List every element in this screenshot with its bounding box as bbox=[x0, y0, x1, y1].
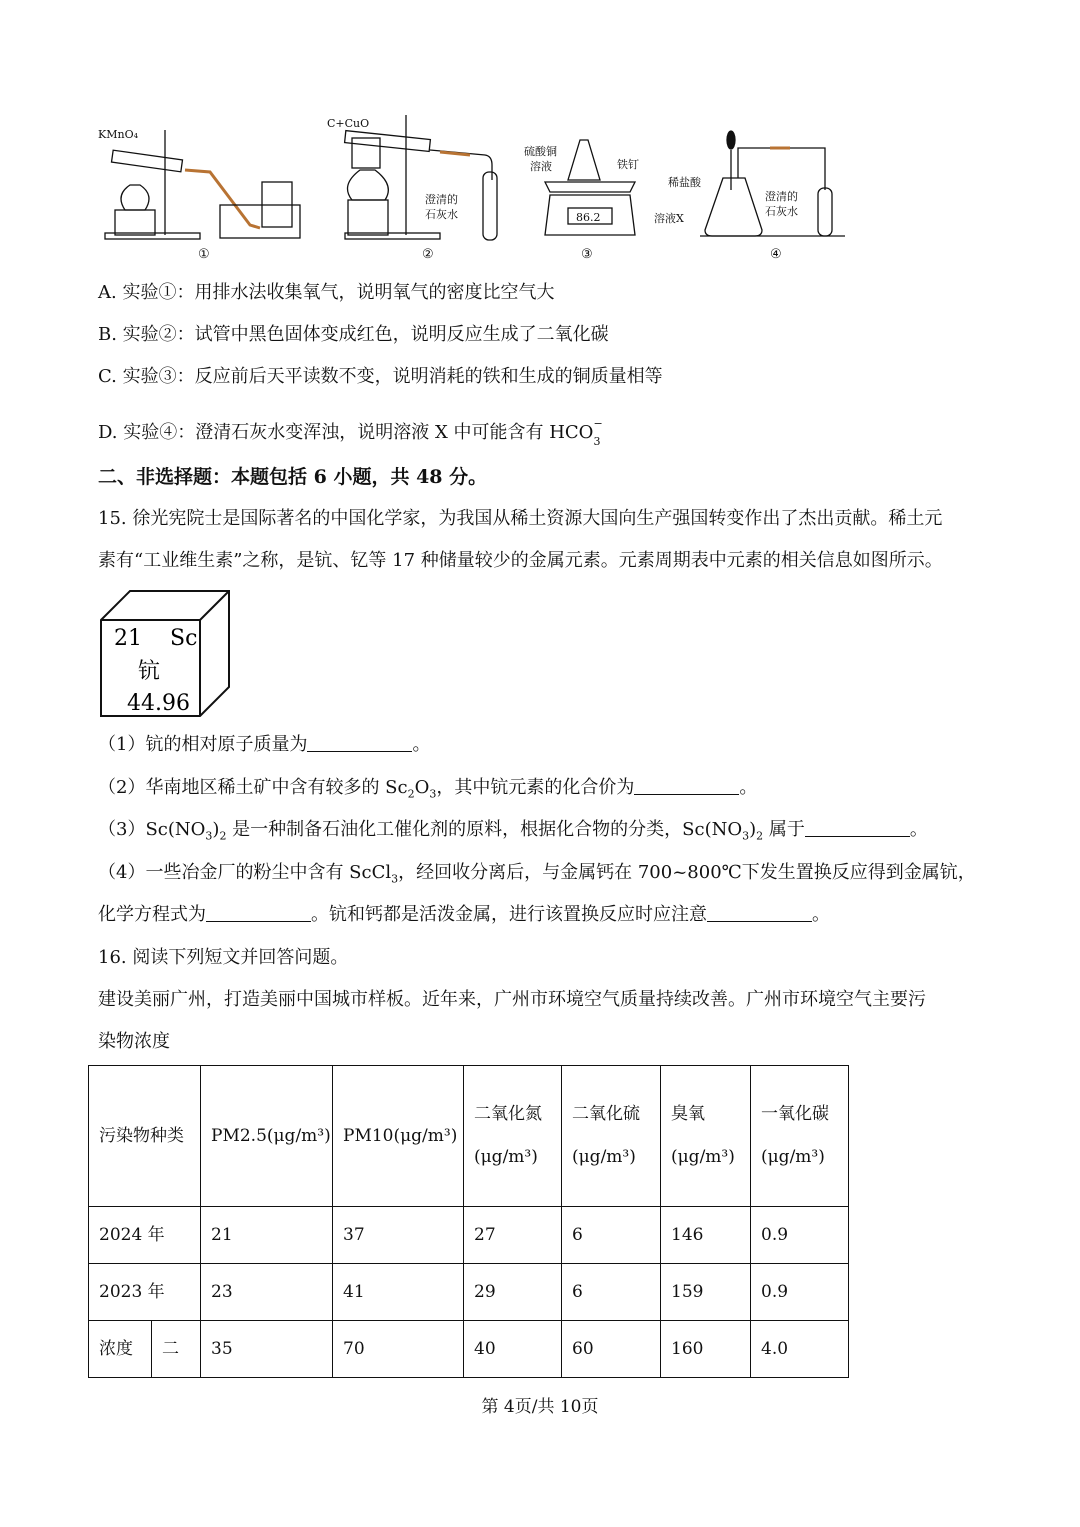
experiment-4-diagram bbox=[654, 131, 845, 262]
label-solution-x: 溶液X bbox=[654, 212, 684, 225]
experiment-2-diagram bbox=[327, 115, 497, 262]
caption-3: ③ bbox=[581, 247, 593, 262]
label-cuso4-1: 硫酸铜 bbox=[524, 145, 557, 158]
table-row bbox=[89, 1321, 849, 1378]
table-cell: 23 bbox=[201, 1264, 333, 1321]
table-cell: 70 bbox=[333, 1321, 464, 1378]
option-c: C. 实验③：反应前后天平读数不变，说明消耗的铁和生成的铜质量相等 bbox=[98, 366, 663, 387]
table-cell: 6 bbox=[562, 1264, 661, 1321]
table-cell: 浓度 bbox=[89, 1321, 152, 1378]
label-limewater-1a: 澄清的 bbox=[425, 193, 458, 206]
q15-part3: $(3)Sc(NO_3)_2$ 是一种制备石油化工催化剂的原料，根据化合物的分类，$Sc(NO_3)_2$ 属于 。 bbox=[98, 819, 928, 843]
q15-part2: （2）华南地区稀土矿中含有较多的 $Sc_2O_3$，其中钪元素的化合价为 。 bbox=[98, 777, 758, 801]
label-kmno4: KMnO₄ bbox=[98, 128, 138, 141]
label-limewater-2b: 石灰水 bbox=[765, 205, 798, 218]
header-cell: PM10(μg/m³) bbox=[333, 1066, 464, 1207]
q15-line2: 素有“工业维生素”之称，是钪、钇等 17 种储量较少的金属元素。元素周期表中元素的相关信息如图所示。 bbox=[98, 550, 943, 571]
answer-blank[interactable] bbox=[707, 903, 812, 922]
balance-reading: 86.2 bbox=[576, 211, 601, 224]
header-cell: PM2.5(μg/m³) bbox=[201, 1066, 333, 1207]
section-heading: 二、非选择题：本题包括 6 小题，共 48 分。 bbox=[98, 466, 488, 488]
element-symbol: Sc bbox=[170, 626, 198, 651]
pollutant-table bbox=[88, 1065, 849, 1378]
experiment-1-diagram bbox=[98, 128, 300, 262]
header-cell: 二氧化氮(μg/m³) bbox=[464, 1066, 562, 1207]
label-limewater-2a: 石灰水 bbox=[425, 208, 458, 221]
table-row bbox=[89, 1207, 849, 1264]
label-cuso4-2: 溶液 bbox=[530, 160, 552, 173]
q16-line2: 建设美丽广州，打造美丽中国城市样板。近年来，广州市环境空气质量持续改善。广州市环境空气主要污 bbox=[98, 989, 926, 1010]
option-d: D. 实验④：澄清石灰水变浑浊，说明溶液 X 中可能含有 $HCO_3^-$ bbox=[98, 417, 603, 448]
caption-2: ② bbox=[422, 247, 434, 262]
label-hcl: 稀盐酸 bbox=[668, 176, 701, 189]
table-cell: 2023 年 bbox=[89, 1264, 201, 1321]
experiment-figure bbox=[90, 100, 850, 270]
header-cell: 一氧化碳(μg/m³) bbox=[751, 1066, 849, 1207]
table-cell: 21 bbox=[201, 1207, 333, 1264]
table-cell: 29 bbox=[464, 1264, 562, 1321]
answer-blank[interactable] bbox=[307, 733, 412, 752]
header-cell: 污染物种类 bbox=[89, 1066, 201, 1207]
option-a: A. 实验①：用排水法收集氧气，说明氧气的密度比空气大 bbox=[98, 282, 555, 303]
label-c-cuo: C+CuO bbox=[327, 117, 370, 130]
q15-part4-cont: 化学方程式为 。钪和钙都是活泼金属，进行该置换反应时应注意 。 bbox=[98, 904, 830, 925]
option-b: B. 实验②：试管中黑色固体变成红色，说明反应生成了二氧化碳 bbox=[98, 324, 609, 345]
q16-line3: 染物浓度 bbox=[98, 1031, 170, 1052]
answer-blank[interactable] bbox=[805, 818, 910, 837]
q15-line1: 15. 徐光宪院士是国际著名的中国化学家，为我国从稀土资源大国向生产强国转变作出了杰出贡献。稀土元 bbox=[98, 508, 943, 529]
element-card-scandium bbox=[100, 590, 232, 718]
option-d-text: D. 实验④：澄清石灰水变浑浊，说明溶液 X 中可能含有 HCO bbox=[98, 422, 594, 443]
answer-blank[interactable] bbox=[634, 776, 739, 795]
element-name: 钪 bbox=[138, 659, 161, 684]
table-cell: 60 bbox=[562, 1321, 661, 1378]
table-cell: 6 bbox=[562, 1207, 661, 1264]
caption-4: ④ bbox=[770, 247, 782, 262]
label-limewater-1b: 澄清的 bbox=[765, 190, 798, 203]
page-footer: 第 4页/共 10页 bbox=[481, 1397, 599, 1417]
header-cell: 二氧化硫(μg/m³) bbox=[562, 1066, 661, 1207]
table-cell: 40 bbox=[464, 1321, 562, 1378]
header-cell: 臭氧(μg/m³) bbox=[661, 1066, 751, 1207]
table-cell: 0.9 bbox=[751, 1264, 849, 1321]
q16-line1: 16. 阅读下列短文并回答问题。 bbox=[98, 947, 349, 968]
experiment-3-diagram bbox=[524, 140, 639, 262]
table-cell: 37 bbox=[333, 1207, 464, 1264]
table-cell: 41 bbox=[333, 1264, 464, 1321]
table-cell: 4.0 bbox=[751, 1321, 849, 1378]
table-cell: 2024 年 bbox=[89, 1207, 201, 1264]
q15-part4: （4）一些冶金厂的粉尘中含有 ScCl$_3$，经回收分离后，与金属钙在 700~800℃下发生置换反应得到金属钪， bbox=[98, 862, 976, 886]
table-cell: 0.9 bbox=[751, 1207, 849, 1264]
label-nail: 铁钉 bbox=[617, 158, 639, 171]
answer-blank[interactable] bbox=[206, 903, 311, 922]
table-cell: 160 bbox=[661, 1321, 751, 1378]
atomic-number: 21 bbox=[114, 626, 142, 651]
atomic-mass: 44.96 bbox=[127, 691, 190, 716]
table-cell: 二 bbox=[152, 1321, 201, 1378]
table-cell: 35 bbox=[201, 1321, 333, 1378]
table-cell: 146 bbox=[661, 1207, 751, 1264]
q15-part1: （1）钪的相对原子质量为 。 bbox=[98, 734, 431, 755]
table-cell: 159 bbox=[661, 1264, 751, 1321]
table-cell: 27 bbox=[464, 1207, 562, 1264]
table-row bbox=[89, 1264, 849, 1321]
table-header-row bbox=[89, 1066, 849, 1207]
caption-1: ① bbox=[198, 247, 210, 262]
